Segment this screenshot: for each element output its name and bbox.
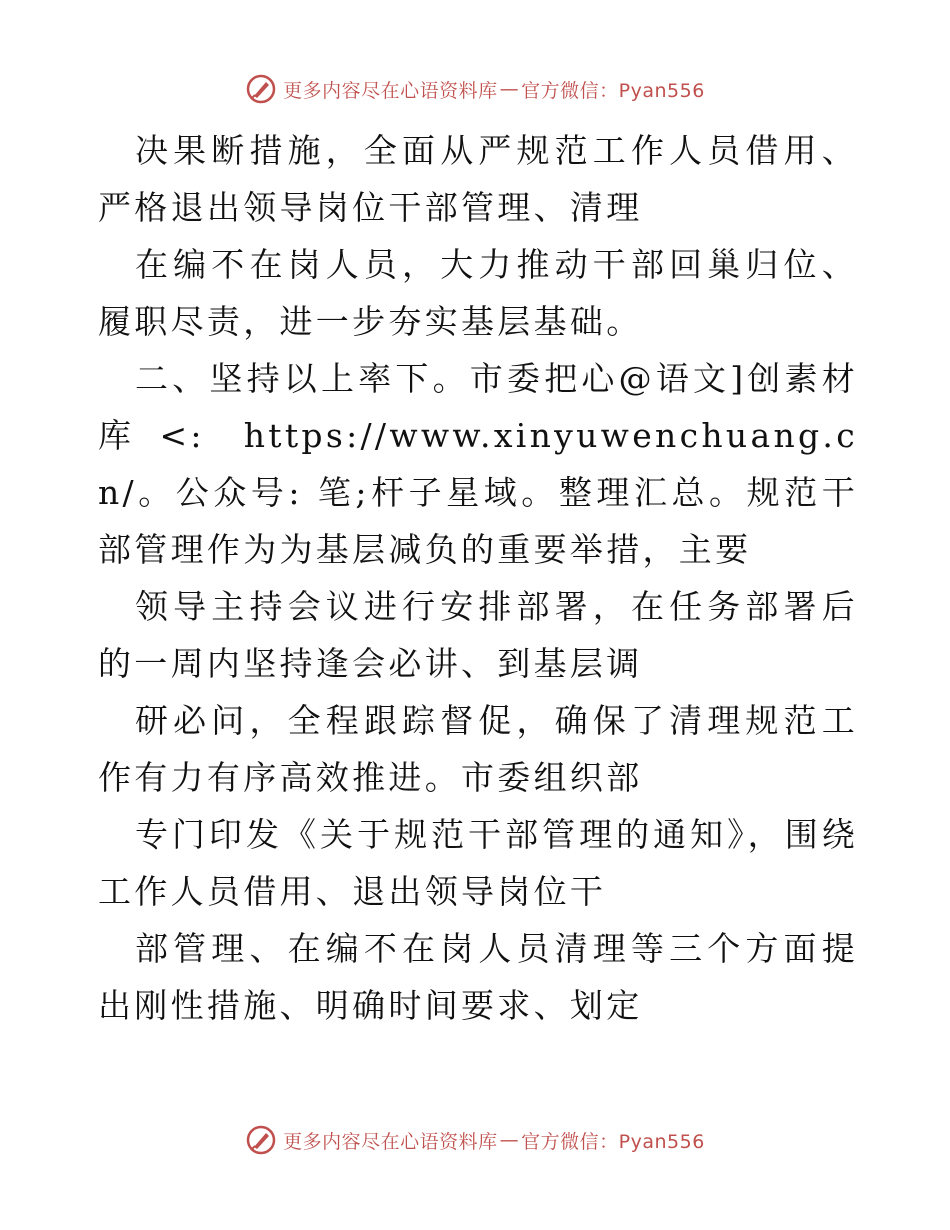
paragraph: 决果断措施，全面从严规范工作人员借用、严格退出领导岗位干部管理、清理 xyxy=(98,131,858,227)
document-body xyxy=(98,122,858,1034)
watermark-brand: 更多内容尽在心语资料库 xyxy=(283,79,498,102)
watermark-separator: — xyxy=(499,1129,520,1151)
paragraph: 在编不在岗人员，大力推动干部回巢归位、履职尽责，进一步夯实基层基础。 xyxy=(98,245,858,341)
quill-logo-icon xyxy=(245,1124,277,1156)
paragraph: 专门印发《关于规范干部管理的通知》，围绕工作人员借用、退出领导岗位干 xyxy=(98,815,858,911)
footer-watermark xyxy=(0,1124,950,1156)
paragraph: 领导主持会议进行安排部署，在任务部署后的一周内坚持逢会必讲、到基层调 xyxy=(98,587,858,683)
watermark-wechat: 官方微信：Pyan556 xyxy=(521,79,705,102)
header-watermark xyxy=(0,73,950,105)
paragraph: 研必问，全程跟踪督促，确保了清理规范工作有力有序高效推进。市委组织部 xyxy=(98,701,858,797)
watermark-brand: 更多内容尽在心语资料库 xyxy=(283,1130,498,1153)
watermark-wechat: 官方微信：Pyan556 xyxy=(521,1130,705,1153)
paragraph: 二、坚持以上率下。市委把心@语文]创素材库<: https://www.xinyuwenchuang.cn/。公众号: 笔;杆子星域。整理汇总。规范干部管理作为为基层减负的重要举措，主要 xyxy=(98,359,858,569)
quill-logo-icon xyxy=(245,73,277,105)
watermark-separator: — xyxy=(499,78,520,100)
paragraph: 部管理、在编不在岗人员清理等三个方面提出刚性措施、明确时间要求、划定 xyxy=(98,929,858,1025)
